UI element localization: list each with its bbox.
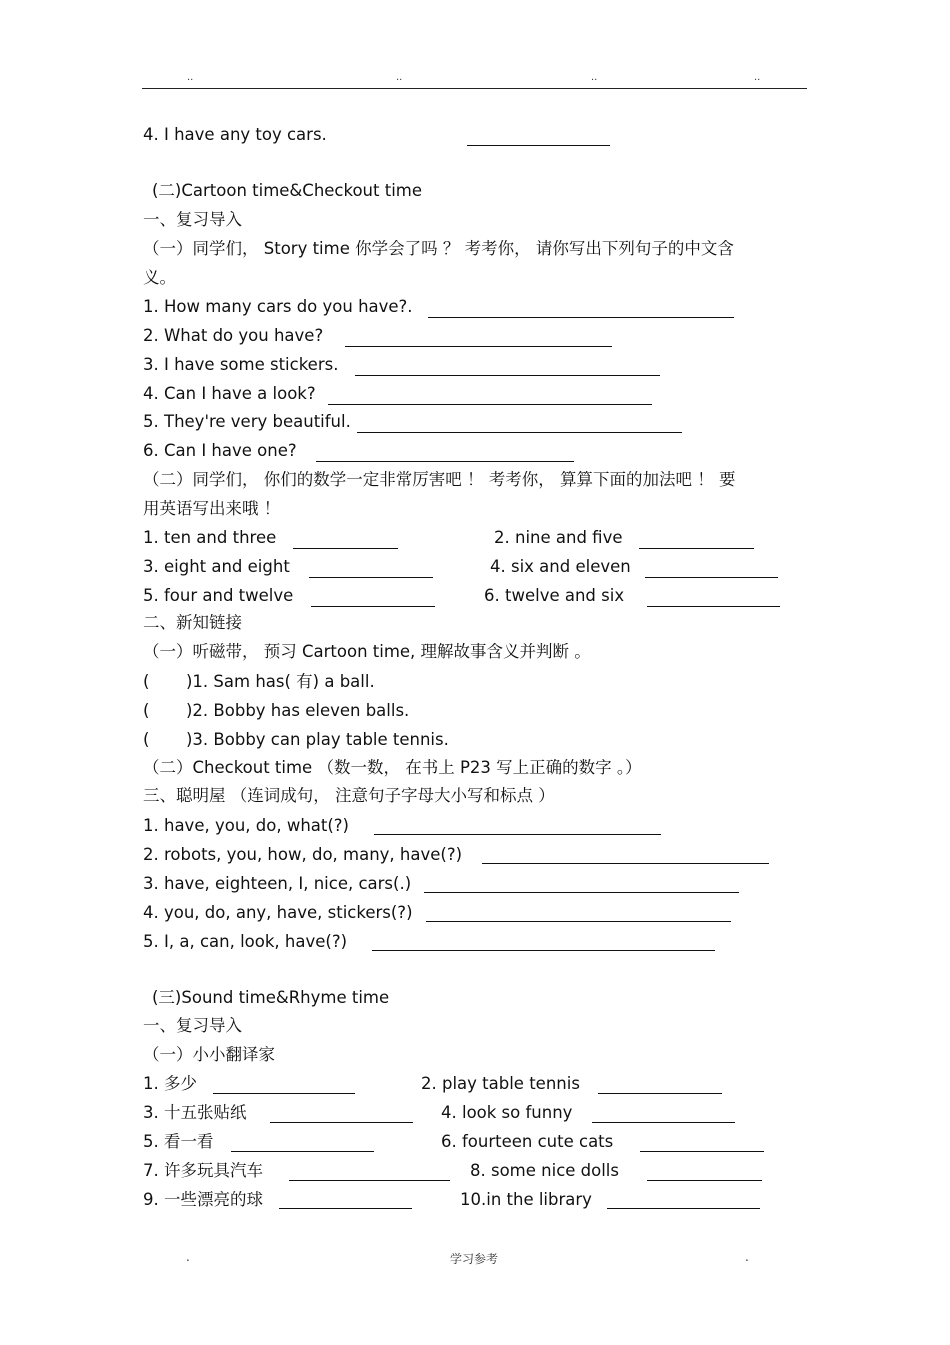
- question-item: 10.in the library: [460, 1190, 592, 1209]
- answer-blank[interactable]: [328, 404, 652, 405]
- question-item: )2. Bobby has eleven balls.: [186, 701, 410, 720]
- header-rule: [142, 88, 807, 89]
- section-heading: 一、复习导入: [143, 210, 242, 229]
- question-item: 4. six and eleven: [490, 557, 631, 576]
- footer-left-mark: .: [186, 1250, 190, 1264]
- header-mark: ..: [754, 72, 761, 83]
- answer-paren[interactable]: (: [143, 672, 150, 691]
- question-item: 4. Can I have a look?: [143, 384, 316, 403]
- question-item: 4. you, do, any, have, stickers(?): [143, 903, 413, 922]
- question-item: 1. have, you, do, what(?): [143, 816, 349, 835]
- answer-blank[interactable]: [345, 346, 612, 347]
- question-item: 2. nine and five: [494, 528, 623, 547]
- section-heading: 二、新知链接: [143, 613, 242, 632]
- answer-blank[interactable]: [289, 1180, 450, 1181]
- instruction-text: （二）Checkout time （数一数， 在书上 P23 写上正确的数字 。）: [143, 758, 642, 777]
- answer-blank[interactable]: [231, 1151, 374, 1152]
- question-item: 6. Can I have one?: [143, 441, 297, 460]
- answer-blank[interactable]: [647, 1180, 762, 1181]
- answer-blank[interactable]: [316, 461, 574, 462]
- footer-right-mark: .: [745, 1250, 749, 1264]
- answer-blank[interactable]: [311, 606, 435, 607]
- question-item: 8. some nice dolls: [470, 1161, 619, 1180]
- question-item: 2. play table tennis: [421, 1074, 580, 1093]
- answer-blank[interactable]: [607, 1208, 760, 1209]
- answer-paren[interactable]: (: [143, 701, 150, 720]
- instruction-text: 用英语写出来哦 ！: [143, 499, 281, 518]
- question-item: )1. Sam has( 有) a ball.: [186, 672, 375, 691]
- question-item: 1. How many cars do you have?.: [143, 297, 413, 316]
- question-item: 5. They're very beautiful.: [143, 412, 351, 431]
- question-item: 4. look so funny: [441, 1103, 573, 1122]
- instruction-text: （一）小小翻译家: [143, 1045, 275, 1064]
- question-item: 2. robots, you, how, do, many, have(?): [143, 845, 463, 864]
- section-heading: 一、复习导入: [143, 1016, 242, 1035]
- answer-blank[interactable]: [598, 1093, 722, 1094]
- answer-blank[interactable]: [640, 1151, 764, 1152]
- section-title: (二)Cartoon time&Checkout time: [152, 181, 423, 200]
- section-heading: 三、聪明屋 （连词成句， 注意句子字母大小写和标点 ）: [143, 786, 555, 805]
- question-item: 4. I have any toy cars.: [143, 125, 327, 144]
- answer-blank[interactable]: [424, 892, 739, 893]
- answer-blank[interactable]: [467, 145, 610, 146]
- question-item: 5. four and twelve: [143, 586, 294, 605]
- answer-blank[interactable]: [270, 1122, 413, 1123]
- question-item: 3. I have some stickers.: [143, 355, 339, 374]
- answer-blank[interactable]: [428, 317, 734, 318]
- instruction-text: （一）听磁带， 预习 Cartoon time, 理解故事含义并判断 。: [143, 642, 591, 661]
- answer-blank[interactable]: [592, 1122, 735, 1123]
- answer-blank[interactable]: [372, 950, 715, 951]
- header-mark: ..: [187, 72, 194, 83]
- answer-blank[interactable]: [374, 834, 661, 835]
- answer-blank[interactable]: [293, 548, 398, 549]
- instruction-text: 义。: [143, 268, 176, 287]
- answer-paren[interactable]: (: [143, 730, 150, 749]
- question-item: 6. fourteen cute cats: [441, 1132, 614, 1151]
- header-mark: ..: [591, 72, 598, 83]
- section-title: (三)Sound time&Rhyme time: [152, 988, 390, 1007]
- question-item: 1. 多少: [143, 1074, 197, 1093]
- question-item: 7. 许多玩具汽车: [143, 1161, 263, 1180]
- question-item: 2. What do you have?: [143, 326, 324, 345]
- question-item: 3. have, eighteen, I, nice, cars(.): [143, 874, 412, 893]
- answer-blank[interactable]: [647, 606, 780, 607]
- answer-blank[interactable]: [213, 1093, 355, 1094]
- answer-blank[interactable]: [426, 921, 731, 922]
- answer-blank[interactable]: [357, 432, 682, 433]
- answer-blank[interactable]: [482, 863, 769, 864]
- answer-blank[interactable]: [639, 548, 754, 549]
- header-mark: ..: [396, 72, 403, 83]
- question-item: )3. Bobby can play table tennis.: [186, 730, 449, 749]
- answer-blank[interactable]: [309, 577, 433, 578]
- question-item: 9. 一些漂亮的球: [143, 1190, 263, 1209]
- footer-caption: 学习参考: [450, 1252, 499, 1266]
- instruction-text: （一）同学们， Story time 你学会了吗 ？ 考考你， 请你写出下列句子的中文含: [143, 239, 734, 258]
- answer-blank[interactable]: [645, 577, 778, 578]
- answer-blank[interactable]: [279, 1208, 412, 1209]
- answer-blank[interactable]: [355, 375, 660, 376]
- question-item: 1. ten and three: [143, 528, 277, 547]
- question-item: 5. I, a, can, look, have(?): [143, 932, 348, 951]
- question-item: 3. eight and eight: [143, 557, 290, 576]
- instruction-text: （二）同学们， 你们的数学一定非常厉害吧 ！ 考考你， 算算下面的加法吧 ！ 要: [143, 470, 736, 489]
- question-item: 3. 十五张贴纸: [143, 1103, 247, 1122]
- question-item: 6. twelve and six: [484, 586, 625, 605]
- question-item: 5. 看一看: [143, 1132, 214, 1151]
